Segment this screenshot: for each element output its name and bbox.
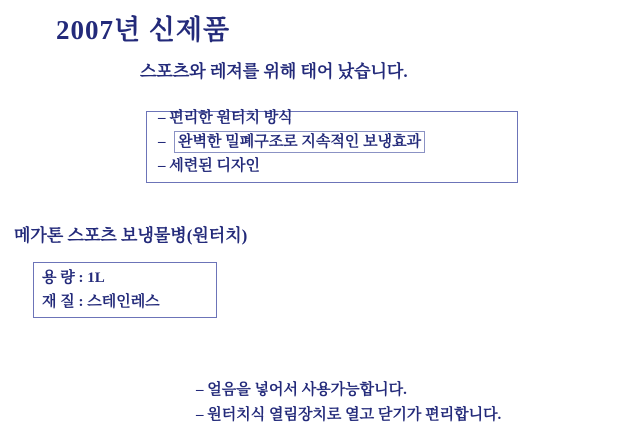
page-subtitle: 스포츠와 레져를 위해 태어 났습니다. [140,62,408,81]
feature-list [158,106,528,178]
page-title: 2007년 신제품 [56,15,231,45]
note-item: – 원터치식 열림장치로 열고 닫기가 편리합니다. [196,407,502,423]
feature-label-highlighted: 완벽한 밀폐구조로 지속적인 보냉효과 [174,131,425,153]
spec-item-material: 재 질 : 스테인레스 [42,294,160,310]
feature-label: 세련된 디자인 [169,158,260,174]
section-heading: 메가톤 스포츠 보냉물병(원터치) [14,226,248,245]
feature-item [158,106,528,130]
feature-dash: – [158,158,166,174]
feature-dash: – [158,110,166,126]
note-item: – 얼음을 넣어서 사용가능합니다. [196,382,407,398]
feature-item [158,154,528,178]
spec-item-capacity: 용 량 : 1L [42,270,105,286]
spec-list [42,266,160,314]
feature-dash: – [158,134,166,150]
feature-label: 편리한 원터치 방식 [169,110,293,126]
notes-list [196,378,501,428]
feature-item [158,130,528,154]
